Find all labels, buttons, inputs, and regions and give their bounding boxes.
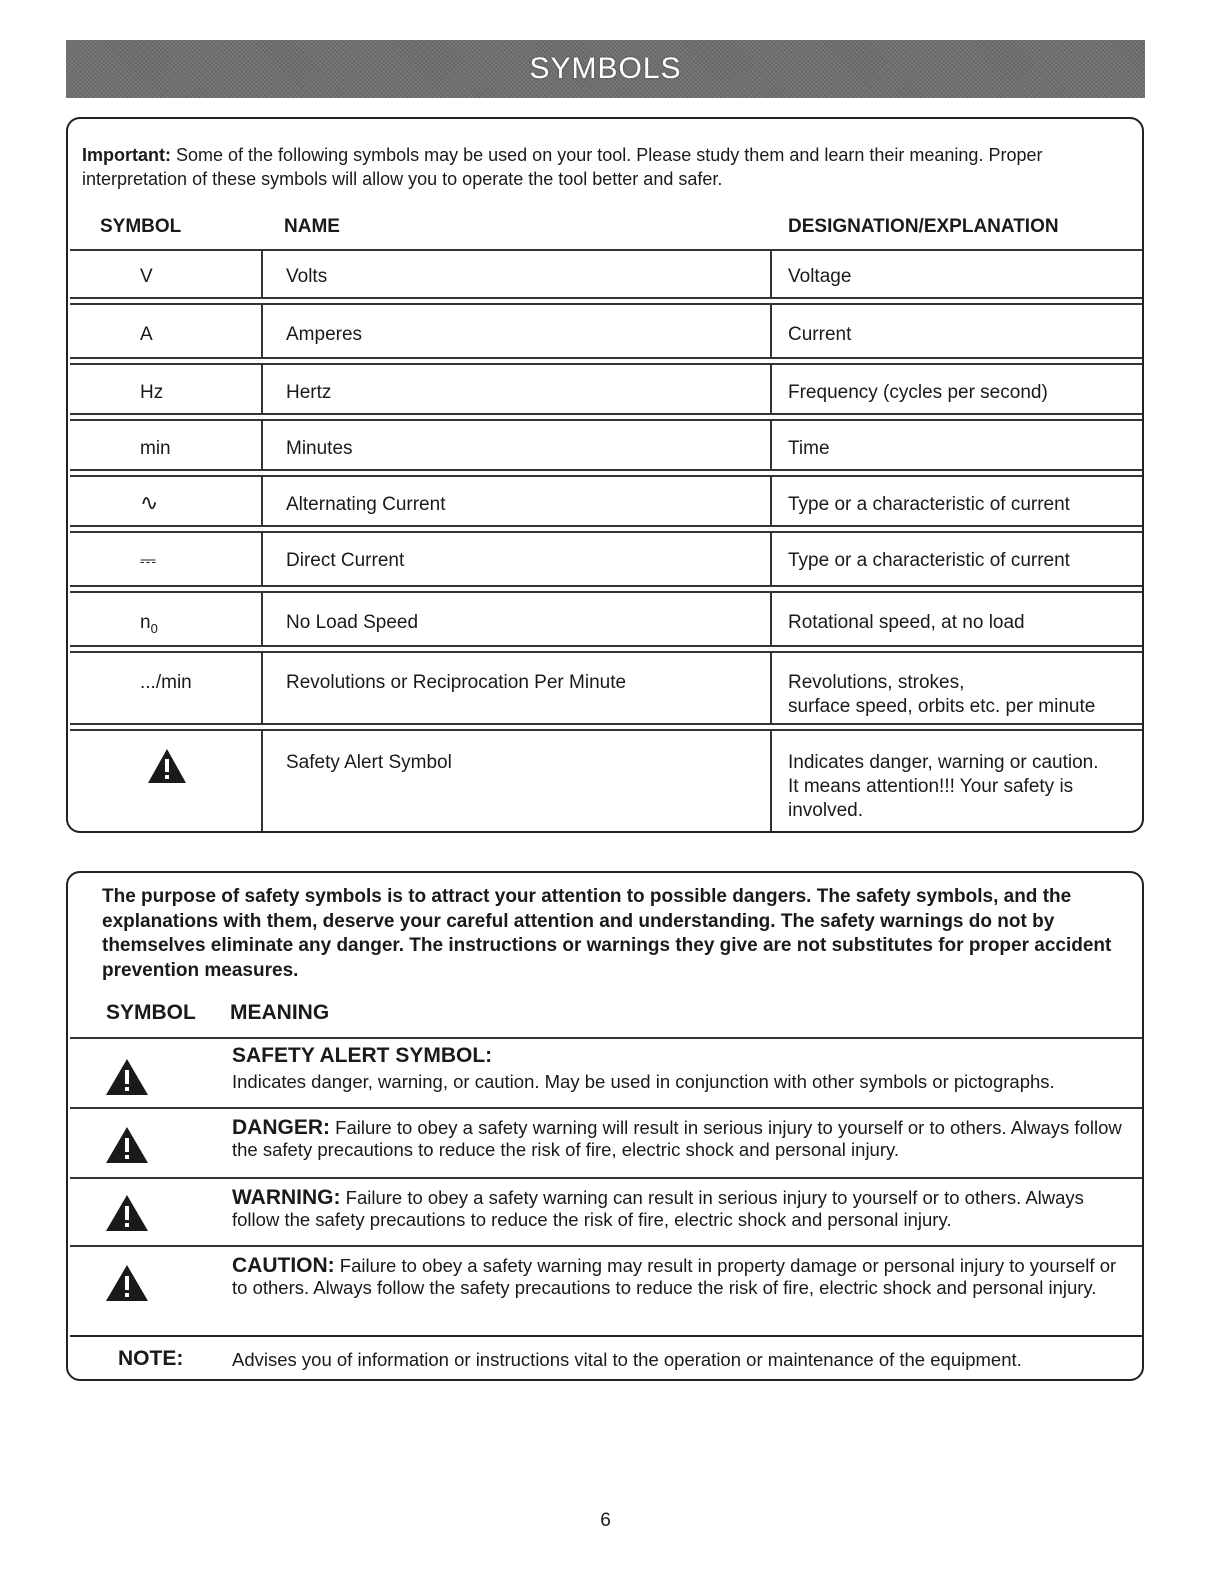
symbol-main: n	[140, 612, 151, 633]
meaning-row	[70, 1245, 1142, 1335]
table-row	[70, 651, 1142, 725]
danger-icon	[104, 1125, 150, 1170]
page-number: 6	[600, 1510, 611, 1531]
meaning-body: Failure to obey a safety warning can result in serious injury to yourself or to others. Always follow the safety precautions to reduce the risk of fire, electric shock and personal injury.	[232, 1187, 1084, 1230]
explanation-cell: Current	[788, 324, 852, 345]
warning-icon	[104, 1193, 150, 1238]
note-label: NOTE:	[118, 1347, 184, 1370]
header-name: NAME	[284, 216, 340, 237]
note-row	[70, 1335, 1142, 1381]
name-cell: Direct Current	[286, 550, 405, 571]
header-meaning: MEANING	[230, 1001, 330, 1024]
explanation-cell: Voltage	[788, 266, 852, 287]
name-cell: No Load Speed	[286, 612, 419, 633]
explanation-cell	[788, 671, 1138, 719]
meaning-label: DANGER:	[232, 1116, 330, 1139]
safety-symbols-panel	[66, 871, 1144, 1381]
page-title: SYMBOLS	[529, 52, 682, 85]
header-symbol: SYMBOL	[106, 1001, 196, 1024]
table-row	[70, 419, 1142, 471]
symbol-subscript: 0	[150, 620, 158, 636]
explanation-cell	[788, 751, 1138, 823]
meaning-text	[232, 1255, 1132, 1299]
meaning-label: WARNING:	[232, 1186, 341, 1209]
safety-alert-icon	[104, 1057, 150, 1102]
header-symbol: SYMBOL	[100, 216, 182, 237]
no-load-speed-symbol	[140, 611, 240, 641]
important-label: Important:	[82, 145, 171, 165]
explanation-line: surface speed, orbits etc. per minute	[788, 696, 1096, 717]
name-cell: Minutes	[286, 438, 353, 459]
name-cell: Volts	[286, 266, 328, 287]
symbol-cell: A	[140, 324, 153, 345]
symbol-cell: V	[140, 266, 153, 287]
meaning-row	[70, 1177, 1142, 1243]
table-row	[70, 475, 1142, 527]
table-row	[70, 249, 1142, 299]
symbol-cell: min	[140, 438, 171, 459]
name-cell: Revolutions or Reciprocation Per Minute	[286, 672, 627, 693]
meaning-body: Failure to obey a safety warning may result in property damage or personal injury to yourself or to others. Always follow the safety precautions to reduce the risk of fire, electric shock and personal injury.	[232, 1255, 1117, 1298]
safety-alert-icon	[146, 747, 188, 792]
meaning-row	[70, 1037, 1142, 1105]
header-explanation: DESIGNATION/EXPLANATION	[788, 216, 1059, 237]
symbol-cell: .../min	[140, 672, 192, 693]
meaning-text	[232, 1117, 1132, 1161]
table-row	[70, 303, 1142, 359]
symbols-banner	[66, 40, 1145, 98]
note-text: Advises you of information or instructions vital to the operation or maintenance of the equipment.	[232, 1349, 1022, 1370]
name-cell: Safety Alert Symbol	[286, 752, 452, 773]
meaning-text	[232, 1187, 1132, 1231]
symbol-cell: Hz	[140, 382, 164, 403]
table-row	[70, 531, 1142, 587]
table-row	[70, 729, 1142, 833]
table-row	[70, 591, 1142, 647]
meaning-body: Indicates danger, warning, or caution. May be used in conjunction with other symbols or pictographs.	[232, 1071, 1055, 1092]
explanation-cell: Type or a characteristic of current	[788, 494, 1070, 515]
meaning-text	[232, 1045, 1132, 1093]
table-row	[70, 363, 1142, 415]
meaning-label: CAUTION:	[232, 1254, 335, 1277]
name-cell: Hertz	[286, 382, 332, 403]
meaning-body: Failure to obey a safety warning will result in serious injury to yourself or to others. Always follow the safety precautions to reduce the risk of fire, electric shock and personal injury.	[232, 1117, 1122, 1160]
alternating-current-icon: ∿	[140, 490, 159, 515]
explanation-line: involved.	[788, 800, 863, 821]
safety-purpose-text: The purpose of safety symbols is to attract your attention to possible dangers. The safety symbols, and the explanations with them, deserve your careful attention and understanding. The safety warnings do not by themselves eliminate any danger. The instructions or warnings they give are not substitutes for proper accident prevention measures.	[102, 886, 1112, 981]
name-cell: Amperes	[286, 324, 363, 345]
meaning-row	[70, 1107, 1142, 1175]
name-cell: Alternating Current	[286, 494, 446, 515]
explanation-cell: Rotational speed, at no load	[788, 612, 1025, 633]
meaning-label: SAFETY ALERT SYMBOL:	[232, 1044, 493, 1067]
explanation-cell: Type or a characteristic of current	[788, 550, 1070, 571]
caution-icon	[104, 1263, 150, 1308]
explanation-line: Indicates danger, warning or caution.	[788, 752, 1099, 773]
explanation-cell: Frequency (cycles per second)	[788, 382, 1048, 403]
direct-current-icon: ⎓	[140, 550, 156, 572]
important-text: Some of the following symbols may be used on your tool. Please study them and learn their meaning. Proper interpretation of these symbols will allow you to operate the tool better and safer.	[82, 145, 1043, 189]
explanation-cell: Time	[788, 438, 830, 459]
symbols-table-panel	[66, 117, 1144, 833]
explanation-line: Revolutions, strokes,	[788, 672, 965, 693]
explanation-line: It means attention!!! Your safety is	[788, 776, 1074, 797]
important-intro	[82, 143, 1134, 191]
